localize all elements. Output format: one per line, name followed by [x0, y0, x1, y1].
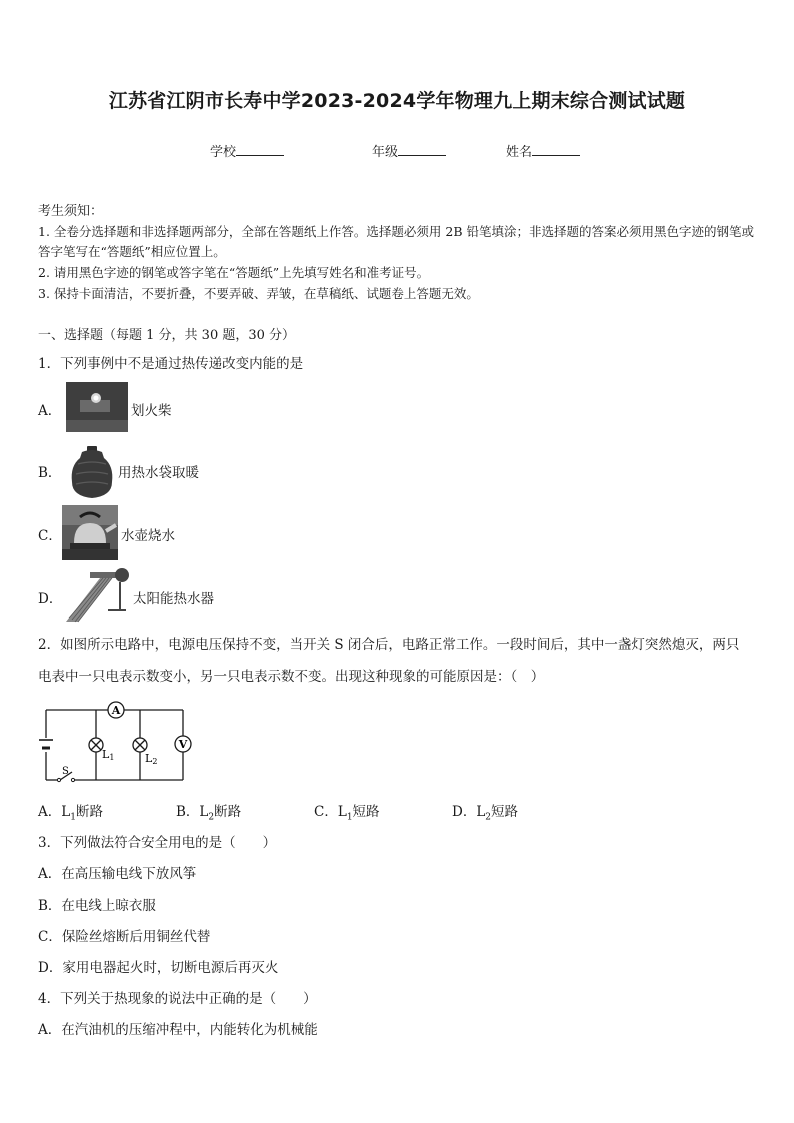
circuit-diagram — [38, 700, 194, 788]
kettle-photo — [62, 505, 118, 560]
q1-option-a-letter: A． — [38, 403, 62, 419]
notice-item-3: 3. 保持卡面清洁，不要折叠，不要弄破、弄皱，在草稿纸、试题卷上答题无效。 — [38, 286, 479, 301]
q1-option-b-letter: B． — [38, 465, 62, 481]
q1-option-c-text: 水壶烧水 — [121, 528, 175, 544]
school-field — [210, 141, 284, 160]
q2-option-c: C．$L_1$短路 — [314, 804, 380, 823]
grade-field — [372, 141, 446, 160]
q3-option-a: A．在高压输电线下放风筝 — [38, 866, 197, 882]
switch-label: S — [62, 766, 69, 777]
lamp2-label: L2 — [145, 752, 158, 766]
grade-label: 年级 — [372, 145, 399, 160]
q1-option-d-letter: D． — [38, 591, 63, 607]
q3-option-d: D．家用电器起火时，切断电源后再灭火 — [38, 960, 279, 976]
school-label: 学校 — [210, 145, 237, 160]
q2-line-1: 2．如图所示电路中，电源电压保持不变，当开关 S 闭合后，电路正常工作。一段时间后，其中一盏灯突然熄灭，两只 — [38, 637, 740, 653]
q4-option-a: A．在汽油机的压缩冲程中，内能转化为机械能 — [38, 1022, 318, 1038]
voltmeter-label: V — [178, 738, 188, 751]
notice-item-1: 1. 全卷分选择题和非选择题两部分，全部在答题纸上作答。选择题必须用 2B 铅笔填涂；非选择题的答案必须用黑色字迹的钢笔或答字笔写在“答题纸”相应位置上。 — [38, 224, 754, 259]
q1-option-d-text: 太阳能热水器 — [133, 591, 214, 607]
q2-option-b: B．$L_2$断路 — [176, 804, 242, 823]
match-photo — [66, 382, 128, 432]
q4-stem: 4．下列关于热现象的说法中正确的是（ ） — [38, 991, 317, 1007]
notice-heading: 考生须知： — [38, 204, 104, 219]
q1-stem: 1．下列事例中不是通过热传递改变内能的是 — [38, 356, 304, 372]
name-field — [506, 141, 580, 160]
q2-option-d: D．$L_2$短路 — [452, 804, 519, 823]
school-blank — [236, 142, 284, 156]
q1-option-b-text: 用热水袋取暖 — [118, 465, 199, 481]
q1-option-c-letter: C． — [38, 528, 62, 544]
notice-item-2: 2. 请用黑色字迹的钢笔或答字笔在“答题纸”上先填写姓名和准考证号。 — [38, 265, 430, 280]
name-blank — [532, 142, 580, 156]
q2-option-a: A．$L_1$断路 — [38, 804, 103, 823]
q3-stem: 3．下列做法符合安全用电的是（ ） — [38, 835, 277, 851]
q1-option-a-text: 划火柴 — [131, 403, 172, 419]
q3-option-b: B．在电线上晾衣服 — [38, 898, 156, 914]
name-label: 姓名 — [506, 145, 533, 160]
section-heading: 一、选择题（每题 1 分，共 30 题，30 分） — [38, 328, 296, 343]
q3-option-c: C．保险丝熔断后用铜丝代替 — [38, 929, 211, 945]
lamp1-label: L1 — [102, 748, 115, 762]
page-title: 江苏省江阴市长寿中学2023-2024学年物理九上期末综合测试试题 — [108, 90, 686, 112]
ammeter-label: A — [111, 704, 121, 717]
solar-heater-photo — [64, 566, 130, 626]
grade-blank — [398, 142, 446, 156]
hot-water-bag-photo — [68, 444, 116, 500]
q2-line-2: 电表中一只电表示数变小，另一只电表示数不变。出现这种现象的可能原因是：（ ） — [38, 669, 545, 685]
